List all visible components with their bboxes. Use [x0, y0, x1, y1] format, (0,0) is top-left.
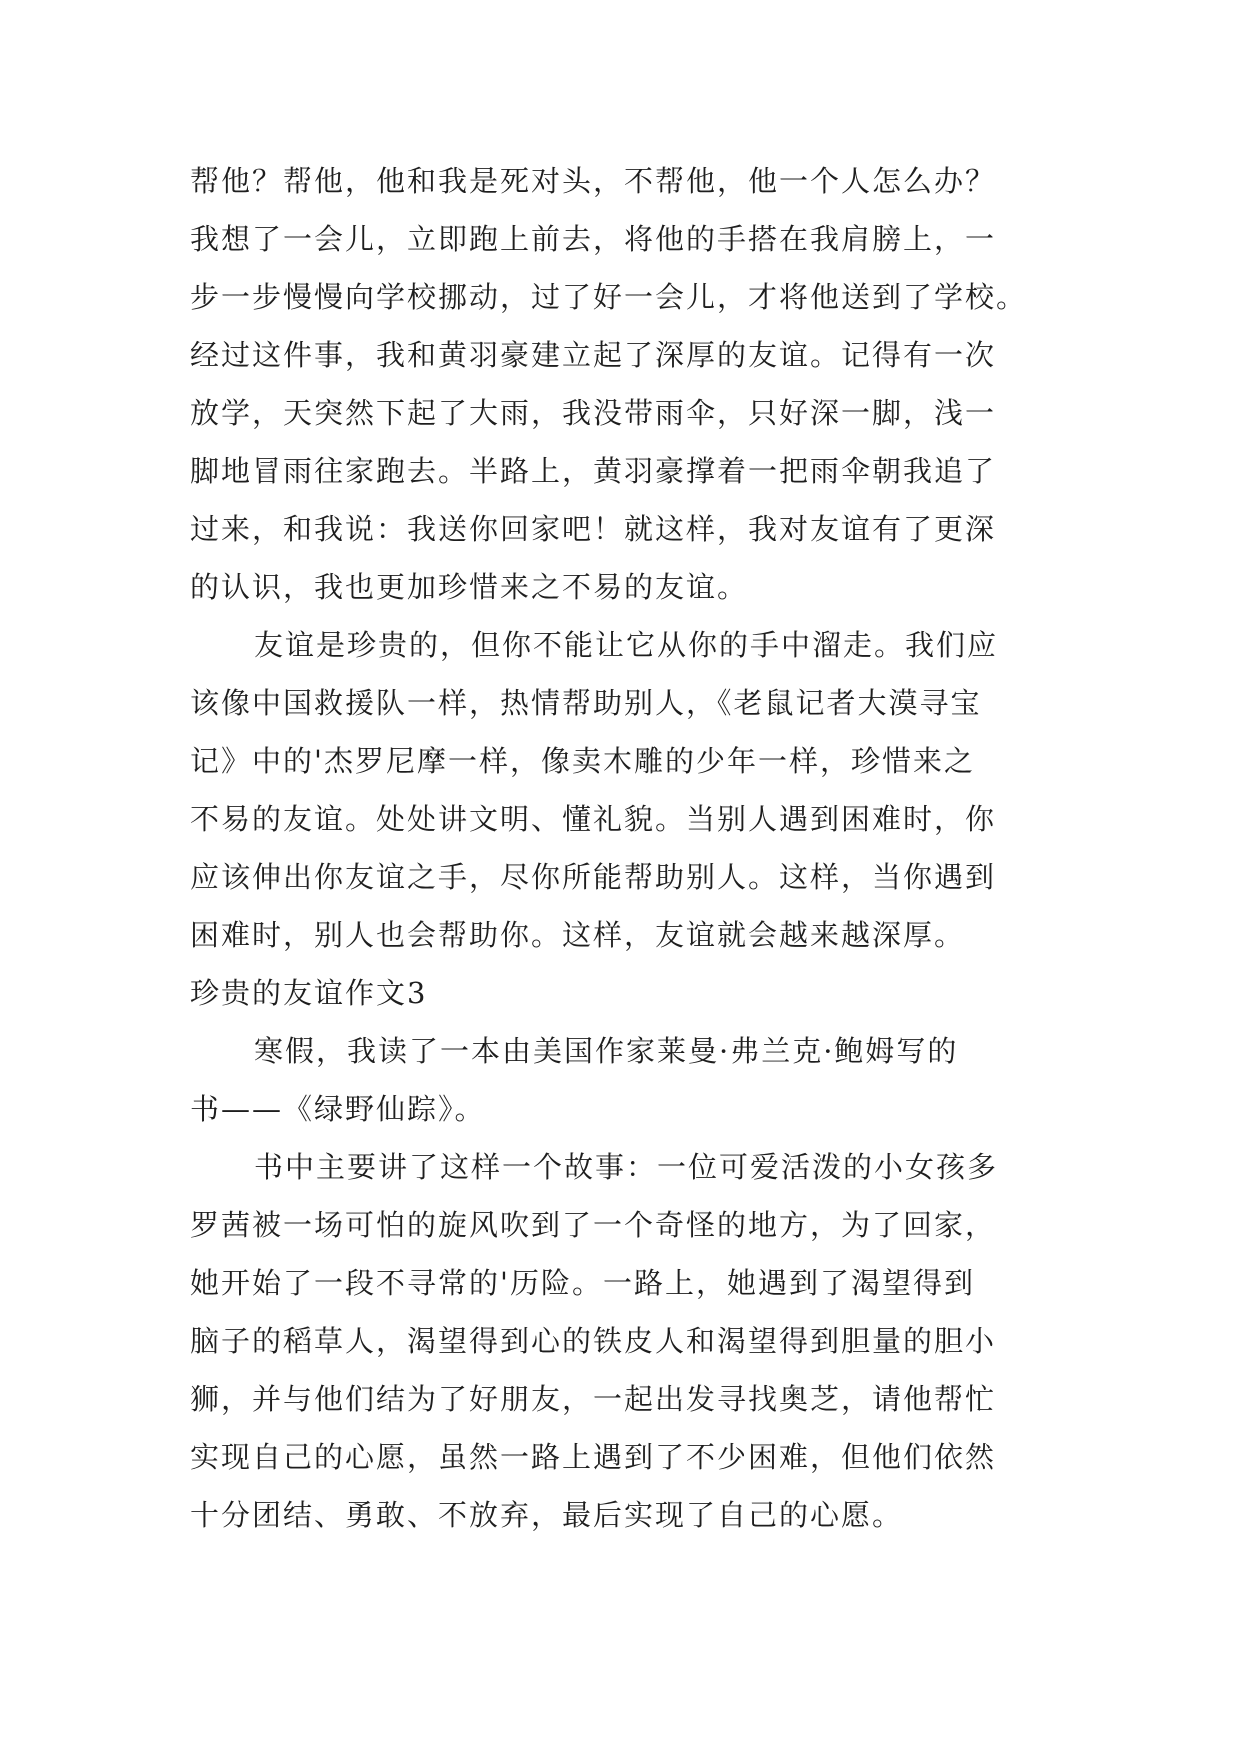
text-line: 书中主要讲了这样一个故事：一位可爱活泼的小女孩多 [254, 1150, 999, 1184]
paragraph [190, 616, 1060, 964]
text-line: 友谊是珍贵的，但你不能让它从你的手中溜走。我们应 [254, 628, 999, 662]
text-line: 的认识，我也更加珍惜来之不易的友谊。 [190, 570, 749, 604]
text-line: 经过这件事，我和黄羽豪建立起了深厚的友谊。记得有一次 [190, 338, 997, 372]
text-line: 记》中的'杰罗尼摩一样，像卖木雕的少年一样，珍惜来之 [190, 744, 975, 778]
text-line: 应该伸出你友谊之手，尽你所能帮助别人。这样，当你遇到 [190, 860, 997, 894]
paragraph [190, 1138, 1060, 1544]
text-line: 帮他？帮他，他和我是死对头，不帮他，他一个人怎么办？ [190, 164, 997, 198]
text-line: 十分团结、勇敢、不放弃，最后实现了自己的心愿。 [190, 1498, 904, 1532]
text-line: 脑子的稻草人，渴望得到心的铁皮人和渴望得到胆量的胆小 [190, 1324, 997, 1358]
text-line: 步一步慢慢向学校挪动，过了好一会儿，才将他送到了学校。 [190, 280, 1028, 314]
text-line: 她开始了一段不寻常的'历险。一路上，她遇到了渴望得到 [190, 1266, 975, 1300]
document-body [190, 152, 1060, 1544]
text-line: 该像中国救援队一样，热情帮助别人，《老鼠记者大漠寻宝 [190, 686, 982, 720]
text-line: 我想了一会儿，立即跑上前去，将他的手搭在我肩膀上，一 [190, 222, 997, 256]
text-line: 脚地冒雨往家跑去。半路上，黄羽豪撑着一把雨伞朝我追了 [190, 454, 997, 488]
section-heading-text: 珍贵的友谊作文3 [190, 976, 428, 1010]
text-line: 不易的友谊。处处讲文明、懂礼貌。当别人遇到困难时，你 [190, 802, 997, 836]
text-line: 寒假，我读了一本由美国作家莱曼·弗兰克·鲍姆写的 [254, 1034, 959, 1068]
text-line: 狮，并与他们结为了好朋友，一起出发寻找奥芝，请他帮忙 [190, 1382, 997, 1416]
text-line: 困难时，别人也会帮助你。这样，友谊就会越来越深厚。 [190, 918, 966, 952]
section-heading [190, 964, 1060, 1022]
text-line: 放学，天突然下起了大雨，我没带雨伞，只好深一脚，浅一 [190, 396, 997, 430]
text-line: 书——《绿野仙踪》。 [190, 1092, 486, 1126]
text-line: 实现自己的心愿，虽然一路上遇到了不少困难，但他们依然 [190, 1440, 997, 1474]
paragraph [190, 152, 1060, 616]
text-line: 过来，和我说：我送你回家吧！就这样，我对友谊有了更深 [190, 512, 997, 546]
paragraph [190, 1022, 1060, 1138]
text-line: 罗茜被一场可怕的旋风吹到了一个奇怪的地方，为了回家， [190, 1208, 997, 1242]
